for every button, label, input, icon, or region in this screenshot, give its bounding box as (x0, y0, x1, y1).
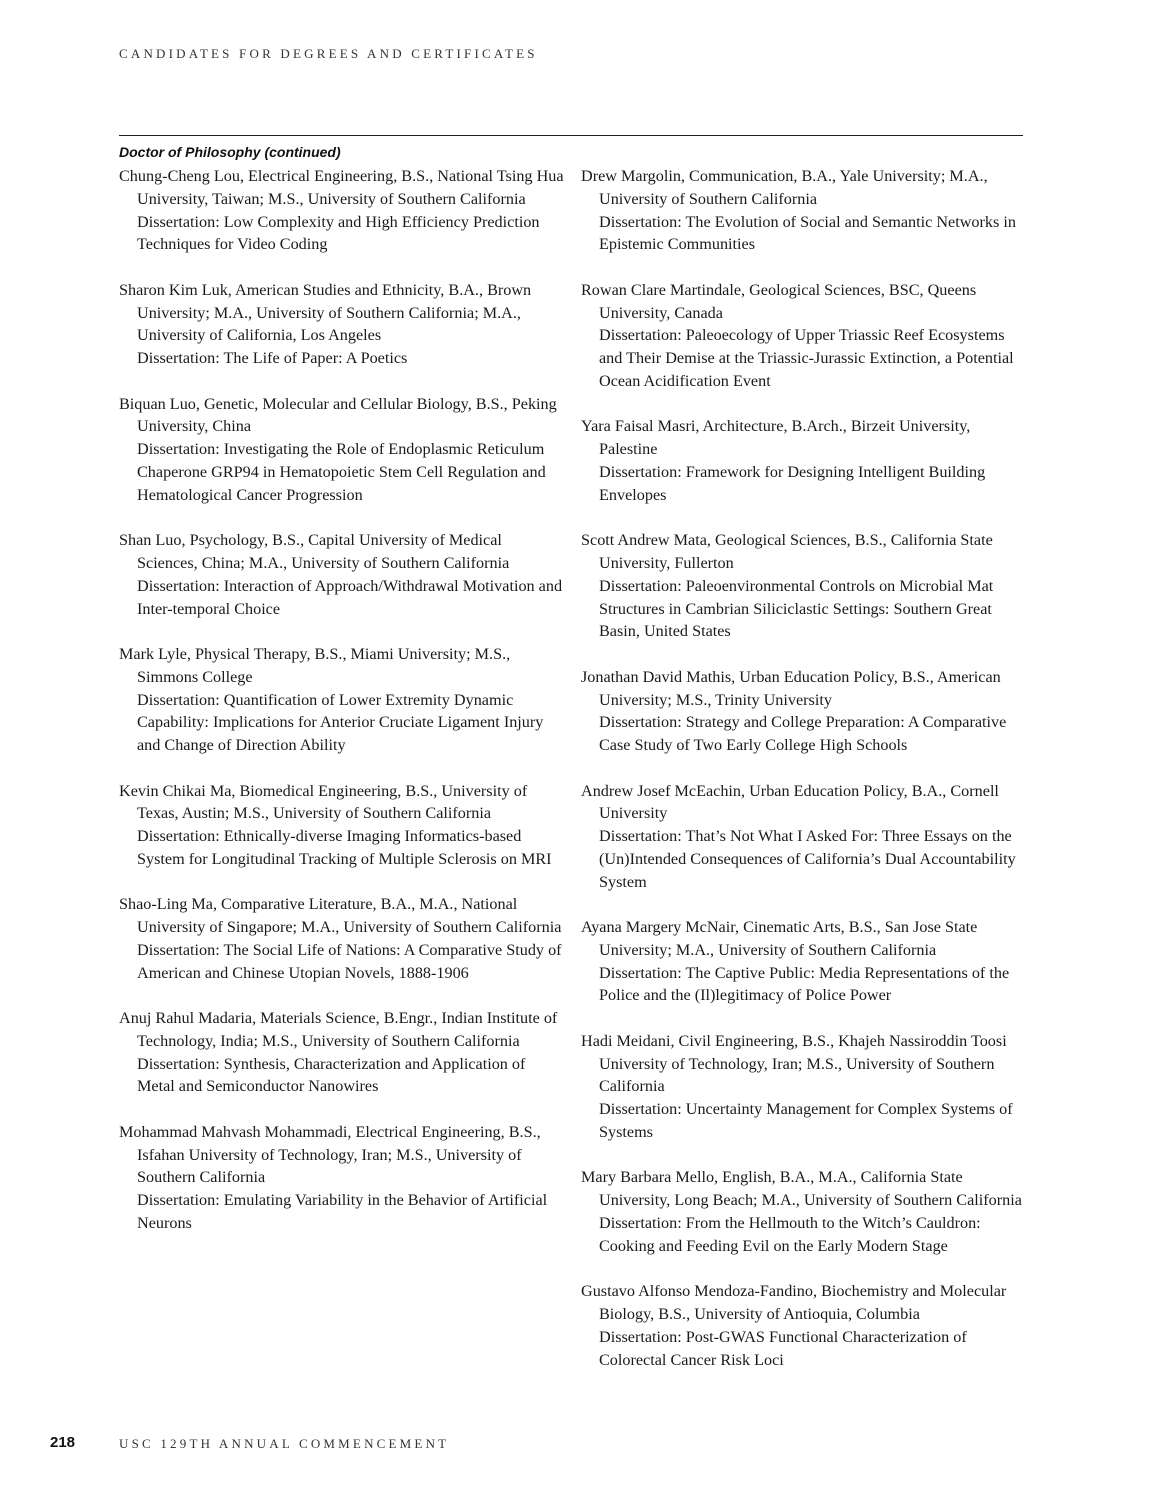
right-column (581, 165, 1026, 1394)
candidate-entry (119, 165, 564, 256)
candidate-entry (581, 1030, 1026, 1144)
candidate-entry (581, 165, 1026, 256)
candidate-entry (581, 279, 1026, 393)
dissertation-title: Dissertation: Synthesis, Characterization and Application of Metal and Semiconductor Nanowires (137, 1054, 526, 1096)
candidate-entry (581, 666, 1026, 757)
candidate-entry (119, 1007, 564, 1098)
dissertation-title: Dissertation: The Captive Public: Media Representations of the Police and the (Il)legitimacy of Police Power (599, 963, 1010, 1005)
candidate-credentials: Mary Barbara Mello, English, B.A., M.A., California State University, Long Beach; M.A., University of Southern California (581, 1168, 1022, 1210)
candidate-credentials: Yara Faisal Masri, Architecture, B.Arch., Birzeit University, Palestine (581, 417, 971, 459)
candidate-credentials: Gustavo Alfonso Mendoza-Fandino, Biochemistry and Molecular Biology, B.S., University of Antioquia, Columbia (581, 1282, 1007, 1324)
candidate-credentials: Ayana Margery McNair, Cinematic Arts, B.S., San Jose State University; M.A., University of Southern California (581, 918, 978, 959)
candidate-entry (581, 916, 1026, 1007)
section-divider (119, 135, 1023, 136)
candidate-credentials: Chung-Cheng Lou, Electrical Engineering, B.S., National Tsing Hua University, Taiwan; M.S., University of Southern California (119, 167, 564, 208)
dissertation-title: Dissertation: Quantification of Lower Extremity Dynamic Capability: Implications for Anterior Cruciate Ligament Injury and Change of Direction Ability (137, 690, 544, 755)
candidate-credentials: Shao-Ling Ma, Comparative Literature, B.A., M.A., National University of Singapore; M.A., University of Southern California (119, 895, 562, 937)
dissertation-title: Dissertation: The Life of Paper: A Poetics (137, 349, 408, 368)
candidate-credentials: Hadi Meidani, Civil Engineering, B.S., Khajeh Nassiroddin Toosi University of Technology, Iran; M.S., University of Southern California (581, 1031, 1007, 1096)
candidate-entry (119, 529, 564, 620)
candidate-credentials: Rowan Clare Martindale, Geological Sciences, BSC, Queens University, Canada (581, 280, 977, 322)
candidate-credentials: Jonathan David Mathis, Urban Education Policy, B.S., American University; M.S., Trinity University (581, 667, 1001, 709)
candidate-credentials: Biquan Luo, Genetic, Molecular and Cellular Biology, B.S., Peking University, China (119, 394, 557, 436)
dissertation-title: Dissertation: The Evolution of Social and Semantic Networks in Epistemic Communities (599, 212, 1016, 254)
dissertation-title: Dissertation: From the Hellmouth to the Witch’s Cauldron: Cooking and Feeding Evil on the Early Modern Stage (599, 1214, 981, 1255)
running-head: CANDIDATES FOR DEGREES AND CERTIFICATES (119, 46, 538, 61)
dissertation-title: Dissertation: Investigating the Role of Endoplasmic Reticulum Chaperone GRP94 in Hematopoietic Stem Cell Regulation and Hematological Cancer Progression (137, 440, 546, 504)
candidate-credentials: Sharon Kim Luk, American Studies and Ethnicity, B.A., Brown University; M.A., University of Southern California; M.A., University of California, Los Angeles (119, 280, 532, 345)
candidate-credentials: Scott Andrew Mata, Geological Sciences, B.S., California State University, Fullerton (581, 531, 993, 572)
candidate-credentials: Mark Lyle, Physical Therapy, B.S., Miami University; M.S., Simmons College (119, 644, 511, 686)
candidate-entry (581, 780, 1026, 894)
dissertation-title: Dissertation: Framework for Designing Intelligent Building Envelopes (599, 462, 986, 504)
candidate-credentials: Drew Margolin, Communication, B.A., Yale University; M.A., University of Southern California (581, 167, 988, 208)
candidate-credentials: Shan Luo, Psychology, B.S., Capital University of Medical Sciences, China; M.A., University of Southern California (119, 531, 510, 572)
section-heading: Doctor of Philosophy (continued) (119, 144, 341, 160)
dissertation-title: Dissertation: Emulating Variability in the Behavior of Artificial Neurons (137, 1191, 548, 1233)
candidate-entry (581, 1280, 1026, 1371)
candidate-credentials: Kevin Chikai Ma, Biomedical Engineering, B.S., University of Texas, Austin; M.S., University of Southern California (119, 781, 528, 823)
candidate-credentials: Andrew Josef McEachin, Urban Education Policy, B.A., Cornell University (581, 781, 999, 823)
dissertation-title: Dissertation: That’s Not What I Asked For: Three Essays on the (Un)Intended Consequences of California’s Dual Accountability System (599, 827, 1016, 891)
dissertation-title: Dissertation: Low Complexity and High Efficiency Prediction Techniques for Video Coding (137, 212, 540, 254)
dissertation-title: Dissertation: Post-GWAS Functional Characterization of Colorectal Cancer Risk Loci (599, 1327, 967, 1369)
candidate-entry (581, 415, 1026, 506)
candidate-entry (119, 279, 564, 370)
candidate-entry (119, 780, 564, 871)
dissertation-title: Dissertation: Ethnically-diverse Imaging Informatics-based System for Longitudinal Tracking of Multiple Sclerosis on MRI (137, 827, 552, 868)
candidate-entry (581, 529, 1026, 643)
dissertation-title: Dissertation: Interaction of Approach/Withdrawal Motivation and Inter-temporal Choice (137, 576, 563, 618)
left-column (119, 165, 564, 1257)
candidate-entry (119, 643, 564, 757)
page-number: 218 (50, 1434, 76, 1451)
candidate-entry (119, 393, 564, 507)
dissertation-title: Dissertation: Paleoecology of Upper Triassic Reef Ecosystems and Their Demise at the Triassic-Jurassic Extinction, a Potential Ocean Acidification Event (599, 326, 1014, 390)
dissertation-title: Dissertation: Strategy and College Preparation: A Comparative Case Study of Two Early College High Schools (599, 713, 1007, 755)
footer-title: USC 129TH ANNUAL COMMENCEMENT (119, 1436, 450, 1451)
candidate-entry (581, 1166, 1026, 1257)
candidate-credentials: Anuj Rahul Madaria, Materials Science, B.Engr., Indian Institute of Technology, India; M.S., University of Southern California (119, 1009, 558, 1050)
dissertation-title: Dissertation: Uncertainty Management for Complex Systems of Systems (599, 1100, 1013, 1142)
dissertation-title: Dissertation: The Social Life of Nations: A Comparative Study of American and Chinese Utopian Novels, 1888-1906 (137, 940, 562, 982)
candidate-credentials: Mohammad Mahvash Mohammadi, Electrical Engineering, B.S., Isfahan University of Technology, Iran; M.S., University of Southern California (119, 1122, 541, 1187)
candidate-entry (119, 1121, 564, 1235)
dissertation-title: Dissertation: Paleoenvironmental Controls on Microbial Mat Structures in Cambrian Siliciclastic Settings: Southern Great Basin, United States (599, 576, 994, 641)
candidate-entry (119, 893, 564, 984)
